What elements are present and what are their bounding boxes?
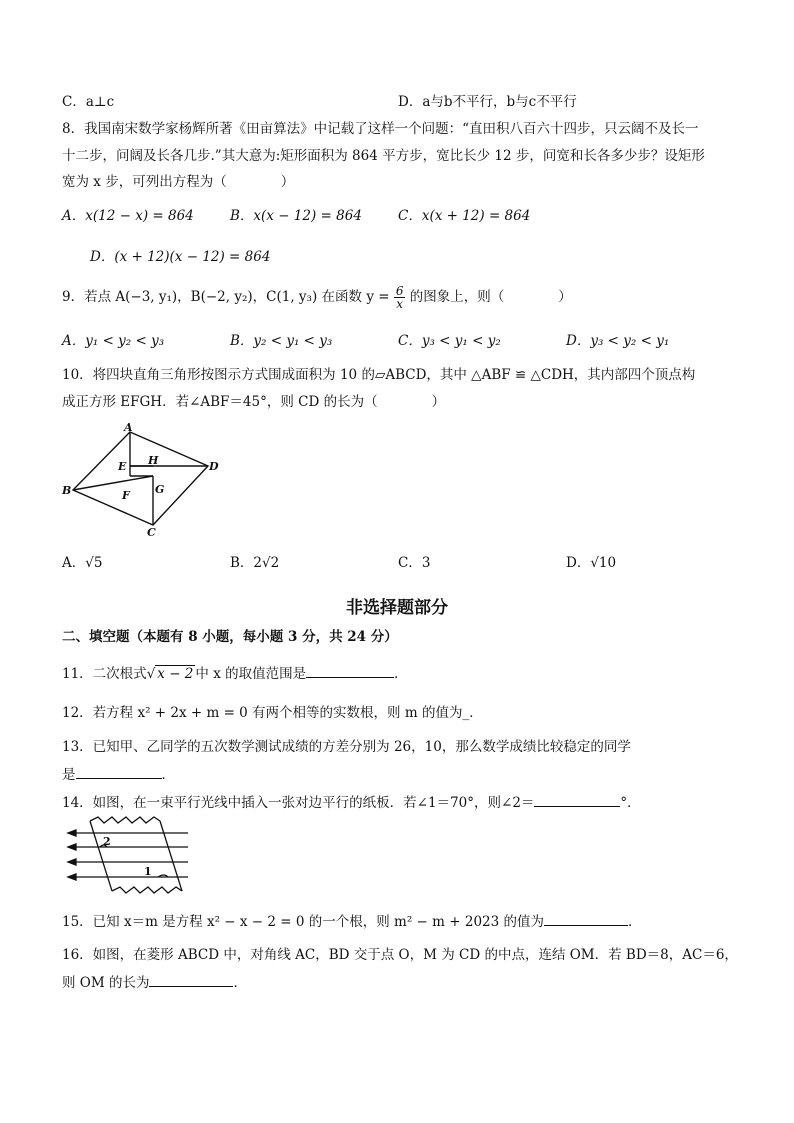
q7-option-d: D．a与b不平行，b与c不平行 — [398, 94, 577, 110]
q10-stem-line1: 10．将四块直角三角形按图示方式围成面积为 10 的▱ABCD，其中 △ABF ≌ △CDH，其内部四个顶点构 — [62, 367, 696, 383]
label-c: C — [147, 526, 156, 539]
q16-prefix: 则 OM 的长为 — [62, 975, 150, 991]
label-b: B — [62, 484, 72, 497]
q10-stem-line2: 成正方形 EFGH．若∠ABF＝45°，则 CD 的长为（ ） — [62, 394, 446, 410]
q14-prefix: 14．如图，在一束平行光线中插入一张对边平行的纸板．若∠1＝70°，则∠2＝ — [62, 795, 535, 811]
q8-stem-line3: 宽为 x 步，可列出方程为（ ） — [62, 174, 295, 190]
q8-stem-line1: 8．我国南宋数学家杨辉所著《田亩算法》中记载了这样一个问题：“直田积八百六十四步，只云阔不及长一 — [62, 121, 699, 137]
q16-stem-line1: 16．如图，在菱形 ABCD 中，对角线 AC，BD 交于点 O，M 为 CD 的中点，连结 OM．若 BD＝8，AC＝6， — [62, 947, 738, 963]
radical-sign: √ — [146, 666, 156, 682]
q9-option-b: B．y₂ < y₁ < y₃ — [230, 333, 333, 349]
q12: 12．若方程 x² + 2x + m = 0 有两个相等的实数根，则 m 的值为_． — [62, 705, 483, 721]
q8-option-a: A．x(12 − x) = 864 — [62, 208, 194, 224]
q9-prefix: 9．若点 A(−3, y₁)，B(−2, y₂)，C(1, y₃) 在函数 y = — [62, 289, 390, 305]
arrow-head-icon — [68, 830, 76, 836]
q10-option-c: C．3 — [398, 555, 431, 571]
q9-option-c: C．y₃ < y₁ < y₂ — [398, 333, 501, 349]
q15-prefix: 15．已知 x＝m 是方程 x² − x − 2 = 0 的一个根，则 m² − m + 2023 的值为 — [62, 914, 544, 930]
paper-left-edge — [90, 821, 112, 891]
paper-bottom-torn-edge — [112, 887, 182, 893]
q9-stem — [62, 285, 572, 310]
q13-stem-line1: 13．已知甲、乙同学的五次数学测试成绩的方差分别为 26，10，那么数学成绩比较稳定的同学 — [62, 739, 631, 755]
q16-end: ． — [233, 975, 247, 991]
q11 — [62, 663, 408, 684]
label-h: H — [148, 454, 159, 467]
paper-top-torn-edge — [90, 817, 160, 823]
q9-option-a: A．y₁ < y₂ < y₃ — [62, 333, 165, 349]
angle-1-label: 1 — [144, 865, 152, 878]
q11-prefix: 11．二次根式 — [62, 666, 147, 682]
q9-fraction — [394, 285, 406, 310]
q10-option-b: B．2√2 — [230, 555, 280, 571]
arrow-head-icon — [68, 874, 76, 880]
q9-suffix: 的图象上，则（ ） — [409, 289, 572, 305]
q11-suffix: 中 x 的取值范围是 — [195, 666, 307, 682]
q11-answer-blank[interactable] — [306, 663, 394, 678]
q10-parallelogram-figure — [58, 420, 228, 540]
arrow-head-icon — [68, 844, 76, 850]
q9-frac-num: 6 — [395, 284, 404, 298]
label-f: F — [122, 489, 130, 502]
q16-stem-line2 — [62, 972, 247, 993]
q10-option-a: A．√5 — [62, 555, 103, 571]
q9-option-d: D．y₃ < y₂ < y₁ — [566, 333, 670, 349]
q15-stem — [62, 911, 642, 932]
q10-option-d: D．√10 — [566, 555, 617, 571]
label-g: G — [155, 483, 165, 496]
q7-option-c: C．a⊥c — [62, 94, 115, 110]
q14-stem — [62, 792, 641, 813]
label-a: A — [124, 421, 133, 434]
label-e: E — [118, 460, 127, 473]
q8-stem-line2: 十二步，问阔及长各几步.”其大意为:矩形面积为 864 平方步，宽比长少 12 步，问宽和长各多少步？设矩形 — [62, 148, 705, 164]
q8-option-b: B．x(x − 12) = 864 — [230, 208, 362, 224]
q15-end: ． — [628, 914, 642, 930]
section-title: 非选择题部分 — [346, 598, 448, 618]
q15-answer-blank[interactable] — [544, 911, 628, 926]
q14-parallel-light-figure — [60, 815, 195, 895]
paper-right-edge — [160, 821, 182, 891]
q13-answer-blank[interactable] — [76, 764, 162, 779]
q13-end: ． — [161, 767, 175, 783]
arrow-head-icon — [68, 859, 76, 865]
q13-stem-line2 — [62, 764, 175, 785]
q9-frac-den: x — [396, 297, 404, 311]
section2-heading: 二、填空题（本题有 8 小题，每小题 3 分，共 24 分） — [62, 629, 398, 645]
q8-option-c: C．x(x + 12) = 864 — [398, 208, 531, 224]
q11-end: ． — [394, 666, 408, 682]
q14-answer-blank[interactable] — [534, 792, 620, 807]
q14-end: °． — [620, 795, 641, 811]
q13-prefix: 是 — [62, 767, 76, 783]
label-d: D — [209, 460, 219, 473]
q8-option-d: D．(x + 12)(x − 12) = 864 — [90, 249, 271, 265]
q16-answer-blank[interactable] — [149, 972, 233, 987]
q11-radicand: x − 2 — [157, 666, 194, 682]
angle-2-label: 2 — [103, 835, 111, 848]
